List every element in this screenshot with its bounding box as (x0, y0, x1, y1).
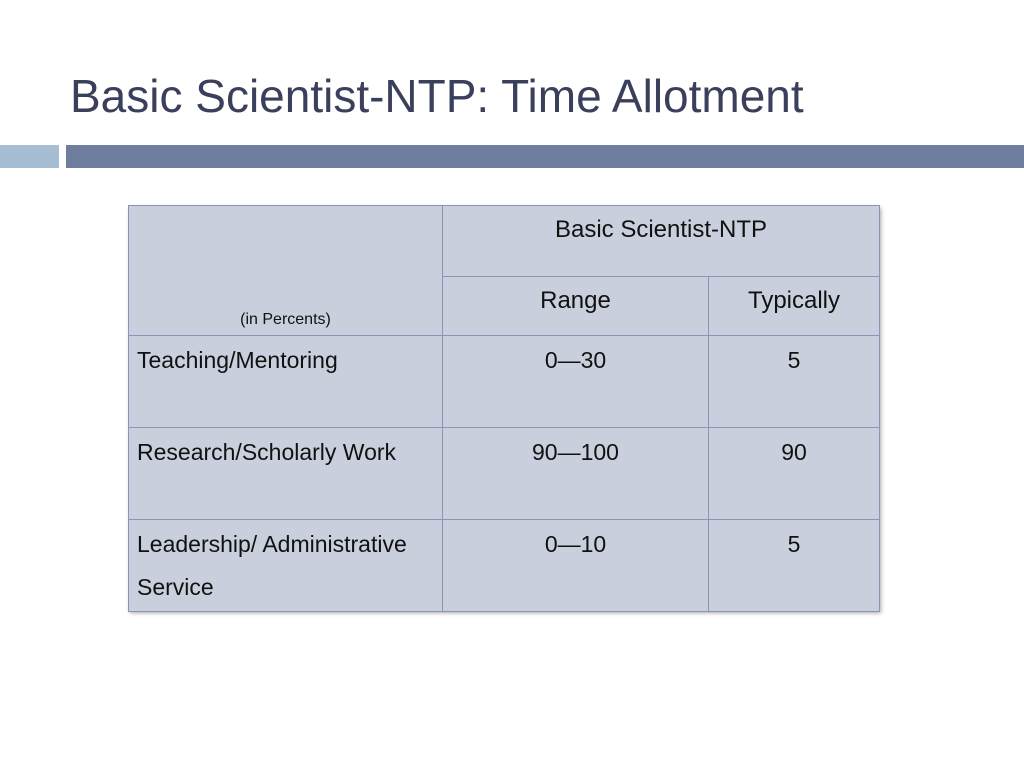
group-header-cell: Basic Scientist-NTP (443, 206, 880, 277)
table-row (129, 336, 880, 428)
time-allotment-table-container (128, 205, 879, 610)
typical-cell: 5 (709, 336, 880, 428)
column-header-typically: Typically (709, 277, 880, 336)
typical-cell: 90 (709, 428, 880, 520)
range-cell: 0—10 (443, 520, 709, 612)
corner-header-cell (129, 206, 443, 336)
row-label: Leadership/ Administrative Service (129, 520, 443, 612)
accent-bar-left (0, 145, 59, 168)
column-header-range: Range (443, 277, 709, 336)
typical-cell: 5 (709, 520, 880, 612)
table-header-row (129, 206, 880, 277)
slide-title: Basic Scientist-NTP: Time Allotment (70, 70, 804, 122)
row-label: Research/Scholarly Work (129, 428, 443, 520)
range-cell: 0—30 (443, 336, 709, 428)
table-row (129, 520, 880, 612)
units-label: (in Percents) (240, 311, 331, 328)
accent-bar-right (66, 145, 1024, 168)
row-label: Teaching/Mentoring (129, 336, 443, 428)
time-allotment-table (128, 205, 880, 612)
table-row (129, 428, 880, 520)
range-cell: 90—100 (443, 428, 709, 520)
